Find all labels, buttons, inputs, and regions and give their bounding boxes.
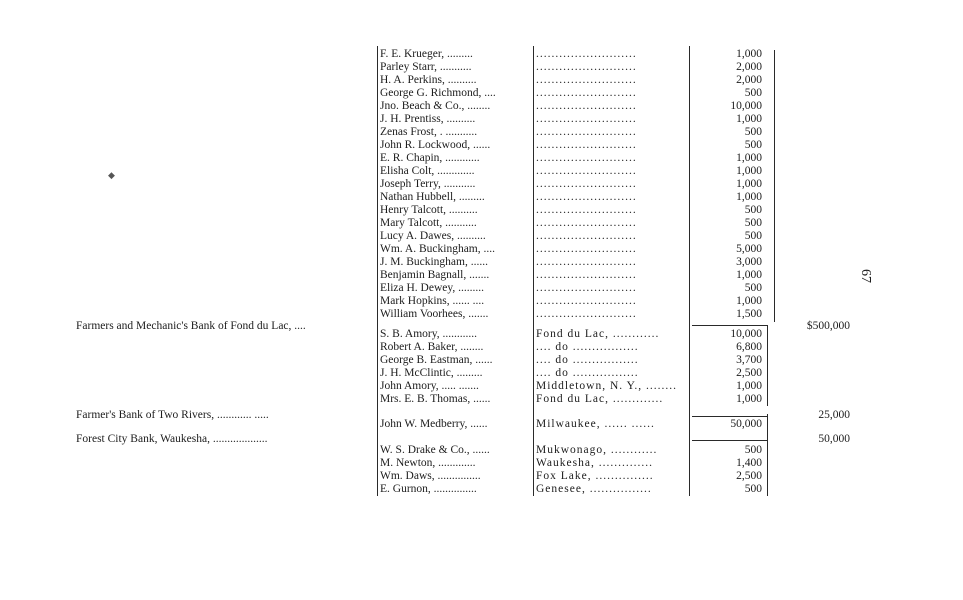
bank-capital: 50,000: [818, 433, 850, 445]
residence: ..........................: [536, 295, 637, 307]
total-rule-3: [692, 440, 768, 441]
stockholder-name: Wm. Daws, ...............: [380, 470, 481, 482]
residence: ..........................: [536, 178, 637, 190]
residence: .... do .................: [536, 341, 639, 353]
residence: Fond du Lac, .............: [536, 393, 664, 405]
share-amount: 2,500: [736, 470, 762, 482]
residence: ..........................: [536, 113, 637, 125]
share-amount: 2,000: [736, 74, 762, 86]
residence: ..........................: [536, 230, 637, 242]
residence: ..........................: [536, 243, 637, 255]
residence: ..........................: [536, 256, 637, 268]
share-amount: 6,800: [736, 341, 762, 353]
residence: Milwaukee, ...... ......: [536, 418, 655, 430]
share-amount: 500: [744, 126, 762, 138]
stockholder-name: Parley Starr, ...........: [380, 61, 472, 73]
residence: ..........................: [536, 282, 637, 294]
share-amount: 500: [744, 204, 762, 216]
column-rule-right-mid: [767, 326, 768, 406]
stockholder-name: E. Gurnon, ...............: [380, 483, 477, 495]
share-amount: 1,000: [736, 178, 762, 190]
stockholder-name: John R. Lockwood, ......: [380, 139, 491, 151]
column-rule-right-upper: [774, 50, 775, 322]
share-amount: 1,000: [736, 269, 762, 281]
column-rule-left: [377, 46, 378, 496]
residence: ..........................: [536, 191, 637, 203]
column-rule-amount: [689, 46, 690, 496]
stockholder-name: E. R. Chapin, ............: [380, 152, 480, 164]
share-amount: 1,000: [736, 380, 762, 392]
residence: ..........................: [536, 217, 637, 229]
bank-capital: $500,000: [806, 320, 850, 332]
stockholder-name: J. H. McClintic, .........: [380, 367, 483, 379]
share-amount: 1,000: [736, 393, 762, 405]
stockholder-name: Benjamin Bagnall, .......: [380, 269, 490, 281]
column-rule-right-lower: [767, 414, 768, 496]
share-amount: 1,000: [736, 191, 762, 203]
share-amount: 50,000: [730, 418, 762, 430]
stockholder-name: William Voorhees, .......: [380, 308, 489, 320]
stockholder-name: Henry Talcott, ..........: [380, 204, 478, 216]
share-amount: 1,000: [736, 48, 762, 60]
residence: ..........................: [536, 269, 637, 281]
stockholder-name: George B. Eastman, ......: [380, 354, 493, 366]
share-amount: 2,500: [736, 367, 762, 379]
page-number: 67: [858, 269, 873, 283]
bank-capital: 25,000: [818, 409, 850, 421]
residence: ..........................: [536, 87, 637, 99]
share-amount: 2,000: [736, 61, 762, 73]
stockholder-name: Zenas Frost, . ...........: [380, 126, 478, 138]
share-amount: 1,400: [736, 457, 762, 469]
residence: Middletown, N. Y., ........: [536, 380, 678, 392]
residence: ..........................: [536, 139, 637, 151]
stockholder-name: John Amory, ..... .......: [380, 380, 479, 392]
residence: ..........................: [536, 61, 637, 73]
stockholder-name: M. Newton, .............: [380, 457, 476, 469]
share-amount: 10,000: [730, 328, 762, 340]
stockholder-name: John W. Medberry, ......: [380, 418, 488, 430]
residence: ..........................: [536, 308, 637, 320]
share-amount: 1,000: [736, 113, 762, 125]
share-amount: 1,000: [736, 295, 762, 307]
share-amount: 1,000: [736, 165, 762, 177]
total-rule-2: [692, 416, 768, 417]
share-amount: 1,500: [736, 308, 762, 320]
share-amount: 500: [744, 87, 762, 99]
share-amount: 500: [744, 483, 762, 495]
residence: ..........................: [536, 152, 637, 164]
share-amount: 500: [744, 139, 762, 151]
share-amount: 500: [744, 217, 762, 229]
share-amount: 3,700: [736, 354, 762, 366]
bank-name: Farmers and Mechanic's Bank of Fond du Lac, ....: [76, 320, 306, 332]
stockholder-name: Elisha Colt, .............: [380, 165, 475, 177]
share-amount: 1,000: [736, 152, 762, 164]
share-amount: 5,000: [736, 243, 762, 255]
residence: ..........................: [536, 165, 637, 177]
share-amount: 500: [744, 230, 762, 242]
column-rule-middle: [533, 46, 534, 496]
residence: ..........................: [536, 48, 637, 60]
residence: Waukesha, ..............: [536, 457, 653, 469]
share-amount: 3,000: [736, 256, 762, 268]
stockholder-name: Mark Hopkins, ...... ....: [380, 295, 485, 307]
share-amount: 10,000: [730, 100, 762, 112]
stockholder-name: Jno. Beach & Co., ........: [380, 100, 491, 112]
residence: .... do .................: [536, 354, 639, 366]
stockholder-name: F. E. Krueger, .........: [380, 48, 473, 60]
residence: ..........................: [536, 100, 637, 112]
ink-mark: ◆: [108, 170, 115, 180]
stockholder-name: S. B. Amory, ............: [380, 328, 478, 340]
stockholder-name: Nathan Hubbell, .........: [380, 191, 485, 203]
stockholder-name: J. M. Buckingham, ......: [380, 256, 488, 268]
residence: Mukwonago, ............: [536, 444, 658, 456]
stockholder-name: H. A. Perkins, ..........: [380, 74, 477, 86]
stockholder-name: Wm. A. Buckingham, ....: [380, 243, 495, 255]
stockholder-name: Mrs. E. B. Thomas, ......: [380, 393, 491, 405]
total-rule-1: [692, 325, 768, 326]
stockholder-name: J. H. Prentiss, ..........: [380, 113, 476, 125]
stockholder-name: George G. Richmond, ....: [380, 87, 496, 99]
stockholder-name: Mary Talcott, ...........: [380, 217, 477, 229]
stockholder-name: W. S. Drake & Co., ......: [380, 444, 490, 456]
residence: ..........................: [536, 204, 637, 216]
residence: ..........................: [536, 126, 637, 138]
share-amount: 500: [744, 282, 762, 294]
bank-name: Forest City Bank, Waukesha, ...................: [76, 433, 268, 445]
stockholder-name: Lucy A. Dawes, ..........: [380, 230, 486, 242]
residence: Genesee, ................: [536, 483, 652, 495]
bank-name: Farmer's Bank of Two Rivers, ............ .....: [76, 409, 269, 421]
share-amount: 500: [744, 444, 762, 456]
residence: .... do .................: [536, 367, 639, 379]
residence: Fond du Lac, ............: [536, 328, 660, 340]
residence: ..........................: [536, 74, 637, 86]
stockholder-name: Joseph Terry, ...........: [380, 178, 476, 190]
stockholder-name: Eliza H. Dewey, .........: [380, 282, 484, 294]
stockholder-name: Robert A. Baker, ........: [380, 341, 484, 353]
residence: Fox Lake, ...............: [536, 470, 654, 482]
